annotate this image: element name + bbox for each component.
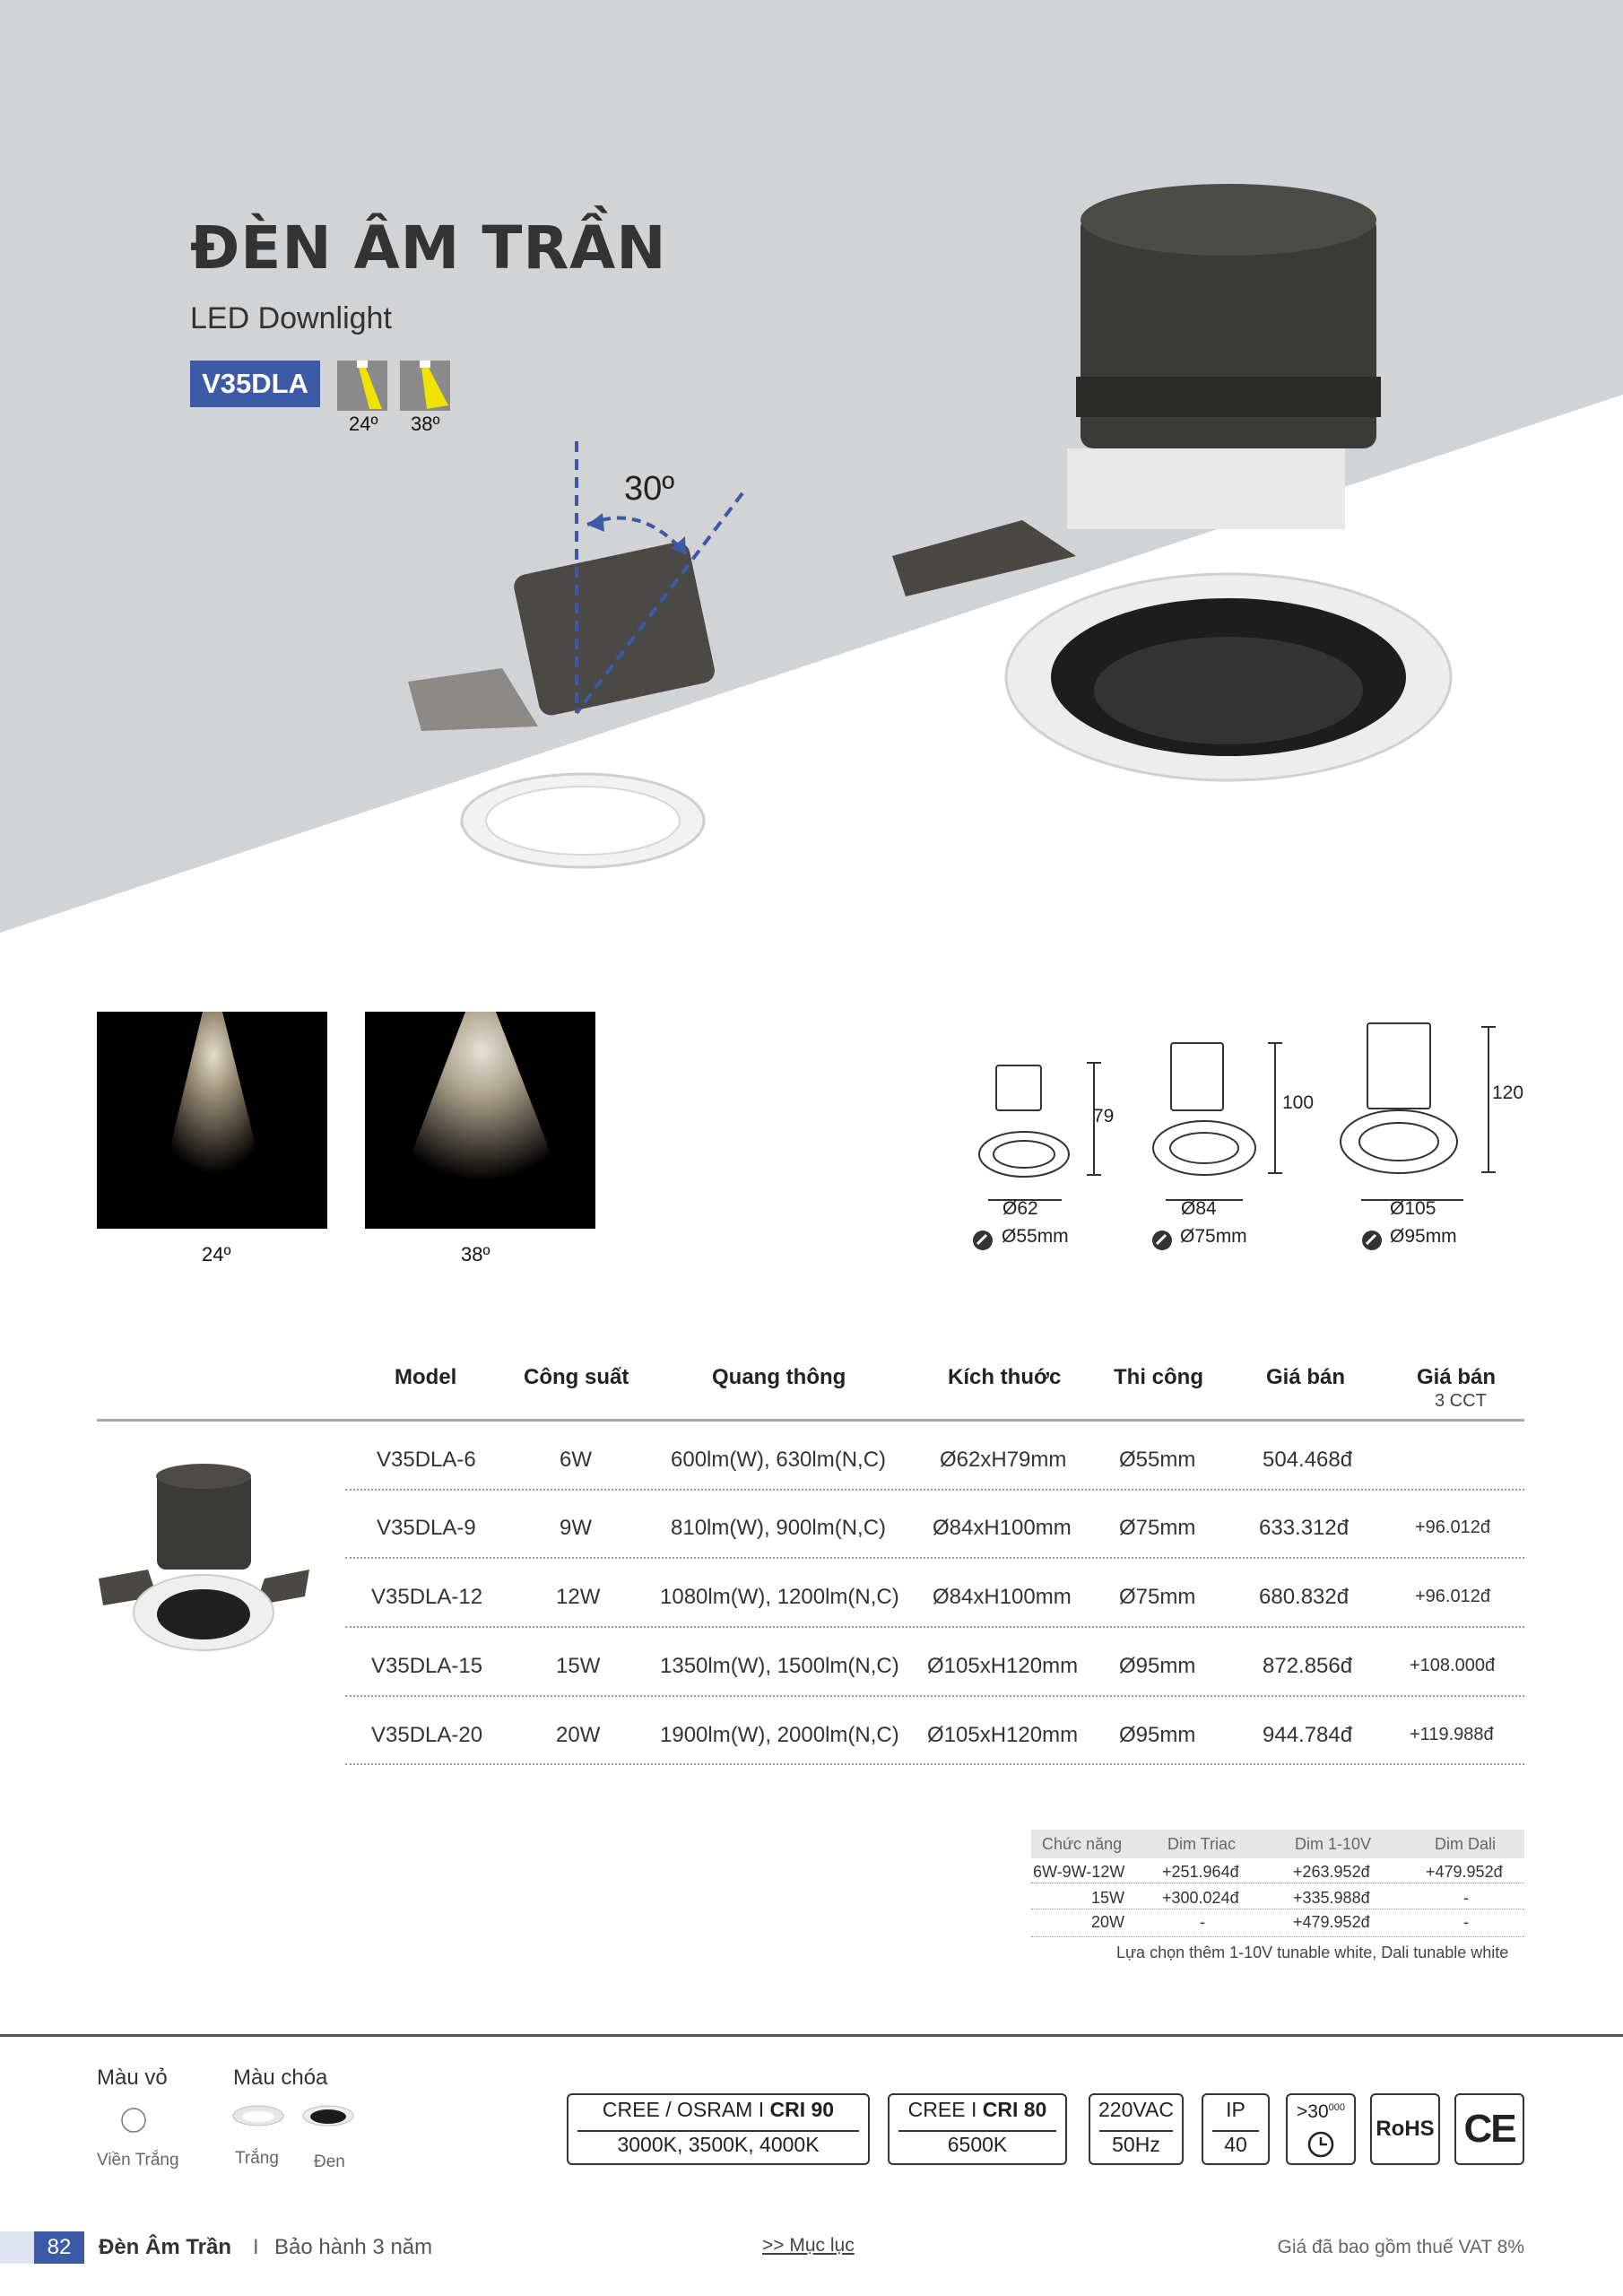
dimming-row-label: 6W-9W-12W xyxy=(1033,1863,1125,1881)
beam-38-icon xyxy=(400,361,450,411)
dim-height-3: 120 xyxy=(1492,1083,1524,1103)
ip-value: 40 xyxy=(1224,2133,1247,2156)
header-price: Giá bán xyxy=(1266,1365,1346,1389)
model-badge: V35DLA xyxy=(190,361,320,407)
table-product-image xyxy=(94,1462,314,1655)
header-power: Công suất xyxy=(524,1365,629,1389)
reflector-option-label: Đen xyxy=(314,2152,345,2171)
footer-section: Đèn Âm Trần xyxy=(99,2235,232,2259)
spec-lifetime xyxy=(1286,2093,1356,2165)
chip1-cri: CRI 90 xyxy=(769,2098,835,2121)
toc-link[interactable]: >> Mục lục xyxy=(762,2235,855,2256)
frequency-value: 50Hz xyxy=(1112,2133,1160,2156)
cutout-icon xyxy=(1361,1230,1383,1251)
dimming-cell: +263.952đ xyxy=(1293,1863,1370,1881)
housing-color-title: Màu vỏ xyxy=(97,2066,168,2090)
section-divider xyxy=(0,2034,1623,2037)
dim-height-2: 100 xyxy=(1282,1092,1315,1113)
cell-cutout: Ø55mm xyxy=(1119,1448,1196,1472)
hero-background xyxy=(0,0,1623,937)
cell-cct: +96.012đ xyxy=(1415,1518,1490,1537)
cell-cct: +119.988đ xyxy=(1410,1725,1494,1744)
cell-power: 12W xyxy=(556,1585,601,1609)
spec-chip-cri80 xyxy=(888,2093,1067,2165)
cell-cct: +108.000đ xyxy=(1410,1656,1496,1675)
cell-cutout: Ø75mm xyxy=(1119,1516,1196,1540)
chip1-cct: 3000K, 3500K, 4000K xyxy=(617,2133,820,2156)
spec-chip-cri90 xyxy=(567,2093,870,2165)
dim-cutout-3: Ø95mm xyxy=(1390,1226,1457,1247)
chip2-cct: 6500K xyxy=(947,2133,1008,2156)
row-divider xyxy=(345,1626,1524,1628)
ce-badge: CE xyxy=(1454,2093,1524,2165)
dim-cutout-1: Ø55mm xyxy=(1002,1226,1069,1247)
reflector-color-title: Màu chóa xyxy=(233,2066,328,2090)
header-cutout: Thi công xyxy=(1114,1365,1203,1389)
cell-lumen: 810lm(W), 900lm(N,C) xyxy=(671,1516,887,1540)
beam-photo-label-24: 24º xyxy=(202,1243,231,1265)
ip-label: IP xyxy=(1226,2098,1245,2121)
dimming-header-function: Chức năng xyxy=(1042,1835,1123,1853)
cell-power: 20W xyxy=(556,1723,601,1747)
dimming-cell: - xyxy=(1200,1913,1205,1931)
beam-photo-label-38: 38º xyxy=(461,1243,490,1265)
dimming-header-triac: Dim Triac xyxy=(1167,1835,1236,1853)
header-divider xyxy=(97,1419,1524,1422)
row-divider xyxy=(345,1695,1524,1697)
beam-photo-24 xyxy=(97,1012,327,1229)
header-price-cct-sub: 3 CCT xyxy=(1435,1391,1487,1411)
dim-cutout-2: Ø75mm xyxy=(1180,1226,1247,1247)
cell-model: V35DLA-15 xyxy=(371,1654,483,1678)
dim-diameter-1: Ø62 xyxy=(1002,1198,1038,1219)
tilt-angle-label: 30º xyxy=(624,470,675,508)
dimming-divider xyxy=(1031,1936,1524,1937)
chip2-cri: CRI 80 xyxy=(982,2098,1047,2121)
dimming-row-label: 15W xyxy=(1091,1889,1125,1907)
clock-icon xyxy=(1305,2128,1337,2161)
lifetime-value: >30 xyxy=(1297,2101,1329,2122)
cell-price: 872.856đ xyxy=(1263,1654,1353,1678)
cell-model: V35DLA-9 xyxy=(377,1516,476,1540)
white-reflector-icon[interactable] xyxy=(231,2102,285,2129)
spec-divider xyxy=(1212,2130,1259,2132)
row-divider xyxy=(345,1557,1524,1559)
dimming-cell: +300.024đ xyxy=(1162,1889,1239,1907)
spec-divider xyxy=(577,2130,859,2132)
cell-lumen: 600lm(W), 630lm(N,C) xyxy=(671,1448,887,1472)
dimming-cell: +479.952đ xyxy=(1426,1863,1503,1881)
cell-size: Ø84xH100mm xyxy=(933,1516,1072,1540)
cell-power: 9W xyxy=(560,1516,592,1540)
header-lumen: Quang thông xyxy=(712,1365,846,1389)
vat-note: Giá đã bao gồm thuế VAT 8% xyxy=(1277,2237,1524,2257)
dimension-drawings xyxy=(950,1009,1560,1269)
cell-size: Ø84xH100mm xyxy=(933,1585,1072,1609)
black-reflector-icon[interactable] xyxy=(301,2102,355,2129)
beam-label-24: 24º xyxy=(349,413,378,435)
cell-size: Ø62xH79mm xyxy=(940,1448,1067,1472)
cell-price: 504.468đ xyxy=(1263,1448,1353,1472)
cell-lumen: 1080lm(W), 1200lm(N,C) xyxy=(660,1585,899,1609)
voltage-value: 220VAC xyxy=(1098,2098,1174,2121)
cell-power: 6W xyxy=(560,1448,592,1472)
page-number: 82 xyxy=(34,2231,84,2264)
dim-diameter-2: Ø84 xyxy=(1181,1198,1217,1219)
cell-cutout: Ø95mm xyxy=(1119,1723,1196,1747)
dim-height-1: 79 xyxy=(1093,1106,1115,1126)
header-model: Model xyxy=(395,1365,457,1389)
spec-voltage xyxy=(1089,2093,1184,2165)
row-divider xyxy=(345,1763,1524,1765)
hero-section xyxy=(0,0,1623,937)
cutout-icon xyxy=(972,1230,994,1251)
row-divider xyxy=(345,1489,1524,1491)
footer-separator: I xyxy=(253,2235,259,2259)
dimming-row-label: 20W xyxy=(1091,1913,1125,1931)
dimming-cell: +479.952đ xyxy=(1293,1913,1370,1931)
cell-size: Ø105xH120mm xyxy=(927,1654,1079,1678)
spec-divider xyxy=(1099,2130,1173,2132)
dimming-note: Lựa chọn thêm 1-10V tunable white, Dali tunable white xyxy=(1116,1944,1509,1961)
spec-divider xyxy=(898,2130,1056,2132)
page-subtitle: LED Downlight xyxy=(190,301,392,335)
dim-diameter-3: Ø105 xyxy=(1390,1198,1436,1219)
beam-24-icon xyxy=(337,361,387,411)
rohs-badge: RoHS xyxy=(1370,2093,1440,2165)
reflector-option-label: Trắng xyxy=(235,2149,279,2168)
cell-lumen: 1900lm(W), 2000lm(N,C) xyxy=(660,1723,899,1747)
beam-label-38: 38º xyxy=(411,413,440,435)
cell-cct: +96.012đ xyxy=(1415,1587,1490,1606)
cell-model: V35DLA-20 xyxy=(371,1723,483,1747)
lifetime-unit: 000 xyxy=(1328,2102,1345,2113)
cell-price: 944.784đ xyxy=(1263,1723,1353,1747)
cell-model: V35DLA-6 xyxy=(377,1448,476,1472)
dimming-cell: - xyxy=(1463,1889,1469,1907)
header-price-cct: Giá bán xyxy=(1417,1365,1497,1389)
spec-ip xyxy=(1202,2093,1270,2165)
footer-accent xyxy=(0,2231,34,2264)
chip2-brand: CREE I xyxy=(907,2098,977,2121)
dimming-cell: - xyxy=(1463,1913,1469,1931)
cell-price: 633.312đ xyxy=(1259,1516,1350,1540)
dimming-cell: +335.988đ xyxy=(1293,1889,1370,1907)
cell-cutout: Ø95mm xyxy=(1119,1654,1196,1678)
dimming-header-1-10v: Dim 1-10V xyxy=(1295,1835,1372,1853)
header-size: Kích thuớc xyxy=(948,1365,1062,1389)
housing-option-label: Viền Trắng xyxy=(97,2151,179,2170)
dimming-header-dali: Dim Dali xyxy=(1435,1835,1497,1853)
cell-price: 680.832đ xyxy=(1259,1585,1350,1609)
cell-cutout: Ø75mm xyxy=(1119,1585,1196,1609)
white-swatch-icon[interactable] xyxy=(120,2107,147,2134)
cutout-icon xyxy=(1151,1230,1173,1251)
cell-size: Ø105xH120mm xyxy=(927,1723,1079,1747)
cell-model: V35DLA-12 xyxy=(371,1585,483,1609)
page-title: ĐÈN ÂM TRẦN xyxy=(190,213,667,283)
beam-photo-38 xyxy=(365,1012,595,1229)
dimming-cell: +251.964đ xyxy=(1162,1863,1239,1881)
cell-power: 15W xyxy=(556,1654,601,1678)
footer-warranty: Bảo hành 3 năm xyxy=(274,2235,433,2259)
cell-lumen: 1350lm(W), 1500lm(N,C) xyxy=(660,1654,899,1678)
chip1-brand: CREE / OSRAM I xyxy=(602,2098,765,2121)
